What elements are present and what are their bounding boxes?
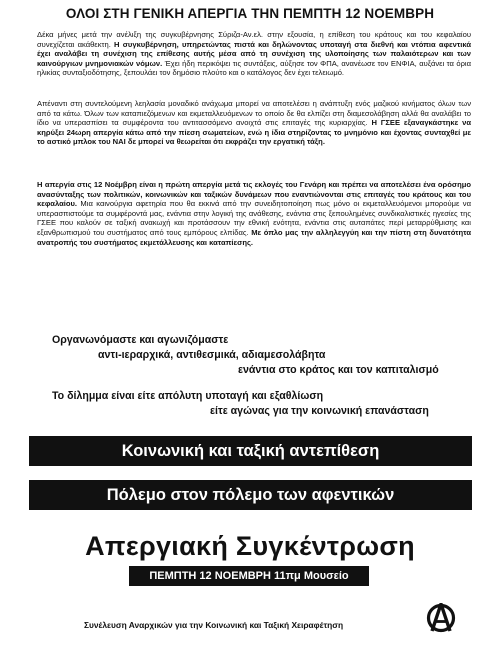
banner-war-on-war: Πόλεμο στον πόλεμο των αφεντικών xyxy=(29,480,472,510)
headline: ΟΛΟΙ ΣΤΗ ΓΕΝΙΚΗ ΑΠΕΡΓΙΑ ΤΗΝ ΠΕΜΠΤΗ 12 ΝΟΕΜΒΡΗ xyxy=(65,6,435,21)
slogan-anti-hierarchical: αντι-ιεραρχικά, αντιθεσμικά, αδιαμεσολάβητα xyxy=(98,349,326,361)
paragraph-2 xyxy=(37,99,471,147)
paragraph-1 xyxy=(37,30,471,78)
rally-datetime: ΠΕΜΠΤΗ 12 ΝΟΕΜΒΡΗ 11πμ Μουσείο xyxy=(129,566,369,586)
slogan-against-state: ενάντια στο κράτος και τον καπιταλισμό xyxy=(238,364,439,376)
signature: Συνέλευση Αναρχικών για την Κοινωνική και Ταξική Χειραφέτηση xyxy=(84,620,344,630)
text-run: Η απεργία στις 12 Νοέμβρη είναι η πρώτη απεργία μετά τις εκλογές του Γενάρη και πρέπει να αποτελέσει ένα ορόσημο ανασύνταξης των πολιτικών, κοινωνικών και ταξικών δυνάμεων που εναντιώνονται στις επιταγές του κράτους και του κεφαλαίου. xyxy=(37,180,471,209)
circle-a-anarchy-icon xyxy=(426,603,456,633)
text-run: Η ΓΣΕΕ εξαναγκάστηκε να κηρύξει 24ωρη απεργία κάτω από την πίεση σωματείων, ενώ η ίδια στηρίζοντας το μνημόνιο και έχοντας συνταχθεί με το αστικό μπλοκ του ΝΑΙ δε μπορεί να θεωρείται ότι εκφράζει την εργατική τάξη. xyxy=(37,118,471,147)
banner-counterattack: Κοινωνική και ταξική αντεπίθεση xyxy=(29,436,472,466)
slogan-organize: Οργανωνόμαστε και αγωνιζόμαστε xyxy=(52,334,229,346)
text-run: Η συγκυβέρνηση, υπηρετώντας πιστά και δηλώνοντας υποταγή στα διεθνή και ντόπια αφεντικά έχει αναλάβει τη συνέχιση της επίθεσης αυτής μέσα από τη συνέχιση της υλοποίησης των παλαιότερων και των καινούργιων μνημονιακών νόμων. xyxy=(37,39,471,68)
rally-title: Απεργιακή Συγκέντρωση xyxy=(85,531,415,561)
paragraph-3 xyxy=(37,180,471,247)
slogan-dilemma: Το δίλημμα είναι είτε απόλυτη υποταγή και εξαθλίωση xyxy=(52,390,324,402)
text-run: Με όπλο μας την αλληλεγγύη και την πίστη στη δυνατότητα ανατροπής του συστήματος εκμετάλλευσης και καταπίεσης. xyxy=(37,227,471,247)
slogan-revolution: είτε αγώνας για την κοινωνική επανάσταση xyxy=(210,405,429,417)
text-run: Δέκα μήνες μετά την ανέλιξη της συγκυβέρνησης Σύριζα-Αν.ελ. στην εξουσία, η επίθεση του κράτους και του κεφαλαίου συνεχίζεται ακάθεκτη. xyxy=(37,30,471,49)
text-run: Μια καινούργια αφετηρία που θα εκκινά από την συνειδητοποίηση πως μόνο οι εκμεταλλευόμενοι μπορούμε να υπερασπιστούμε τα συμφέροντά μας, ενάντια στην λογική της ανάθεσης, ενάντια στις ξεπουλημένες συνδικαλιστικές ηγεσίες της ΓΣΕΕ που καλούν σε ταξική ανακωχή και προτάσσουν την εθνική ενότητα, ενάντια στις αυταπάτες περί μεταρρύθμισης και εξανθρωπισμού του συστήματος από τους εμπόρους ελπίδας. xyxy=(37,199,471,237)
text-run: Απέναντι στη συντελούμενη λεηλασία μοναδικό ανάχωμα μπορεί να αποτελέσει η ανάπτυξη ενός μαζικού κινήματος όλων των από τα κάτω. Όλων των καταπιεζόμενων και εκμεταλλευόμενων το οποίο δε θα ελπίζει στη διαμεσολάβηση αλλά θα αναλάβει το ίδιο να υπερασπίσει τα συμφέροντα του αντιτασσόμενο ανοιχτά στις επιταγές της κυριαρχίας. xyxy=(37,99,471,128)
text-run: Έχει ήδη περικόψει τις συντάξεις, αύξησε τον ΦΠΑ, ανανέωσε τον ΕΝΦΙΑ, αυξάνει τα όρια ηλικίας συνταξιοδότησης, ξεπουλάει τον δημόσιο πλούτο και ο κατάλογος δεν έχει τελειωμό. xyxy=(37,58,471,78)
